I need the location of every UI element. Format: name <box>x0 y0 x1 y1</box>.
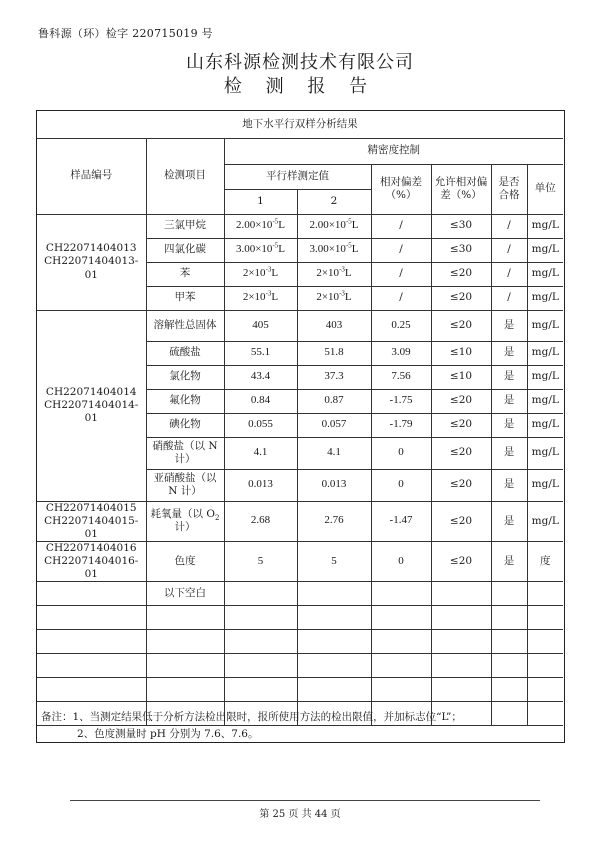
allowed-dev: ≤20 <box>431 262 491 286</box>
item-name: 硝酸盐（以 N 计） <box>146 437 224 469</box>
item-name: 亚硝酸盐（以 N 计） <box>146 469 224 501</box>
value-2: 4.1 <box>297 437 371 469</box>
item-name: 苯 <box>146 262 224 286</box>
table-row <box>37 310 563 341</box>
value-1: 2.68 <box>224 501 297 541</box>
unit: mg/L <box>527 413 563 437</box>
value-1: $3.00\times 10^{-5}L$ <box>224 238 297 262</box>
allowed-dev: ≤30 <box>431 238 491 262</box>
unit: mg/L <box>527 365 563 389</box>
header-pass: 是否合格 <box>491 164 527 214</box>
pass-flag: 是 <box>491 389 527 413</box>
allowed-dev: ≤20 <box>431 310 491 341</box>
blank-note: 以下空白 <box>146 582 224 606</box>
item-name: 甲苯 <box>146 286 224 310</box>
item-name: 四氯化碳 <box>146 238 224 262</box>
value-1: $2.00\times 10^{-5}L$ <box>224 214 297 238</box>
value-2: $2\times 10^{-3}L$ <box>297 262 371 286</box>
table-row <box>37 501 563 541</box>
header-unit: 单位 <box>527 164 563 214</box>
value-2: $3.00\times 10^{-5}L$ <box>297 238 371 262</box>
table-row <box>37 678 563 702</box>
value-2: 2.76 <box>297 501 371 541</box>
remark-line-2: 2、色度测量时 pH 分别为 7.6、7.6。 <box>77 728 259 740</box>
table-title: 地下水平行双样分析结果 <box>37 111 563 138</box>
rel-dev: / <box>371 262 431 286</box>
company-name: 山东科源检测技术有限公司 <box>186 52 414 73</box>
value-2: 0.057 <box>297 413 371 437</box>
value-1: 4.1 <box>224 437 297 469</box>
header-col2: 2 <box>297 189 371 214</box>
item-name: 氟化物 <box>146 389 224 413</box>
rel-dev: 3.09 <box>371 341 431 365</box>
pass-flag: 是 <box>491 341 527 365</box>
sample-id: CH22071404014-01 <box>44 398 139 425</box>
item-name: 溶解性总固体 <box>146 310 224 341</box>
rel-dev: -1.79 <box>371 413 431 437</box>
rel-dev: 0.25 <box>371 310 431 341</box>
sample-id: CH22071404013 <box>45 242 137 255</box>
value-2: 0.87 <box>297 389 371 413</box>
rel-dev: 0 <box>371 541 431 581</box>
value-2: 5 <box>297 541 371 581</box>
pass-flag: / <box>491 262 527 286</box>
rel-dev: / <box>371 214 431 238</box>
allowed-dev: ≤10 <box>431 365 491 389</box>
sample-id: CH22071404015 <box>45 501 137 514</box>
table-row <box>37 606 563 630</box>
header-precision: 精密度控制 <box>224 138 563 164</box>
header-item: 检测项目 <box>146 138 224 214</box>
item-name: 色度 <box>146 541 224 581</box>
value-2: 0.013 <box>297 469 371 501</box>
value-1: 405 <box>224 310 297 341</box>
table-row <box>37 630 563 654</box>
pass-flag: 是 <box>491 413 527 437</box>
value-2: 37.3 <box>297 365 371 389</box>
pass-flag: / <box>491 214 527 238</box>
page-number: 第 25 页 共 44 页 <box>259 809 341 820</box>
allowed-dev: ≤20 <box>431 437 491 469</box>
value-2: $2.00\times 10^{-5}L$ <box>297 214 371 238</box>
remark-line-1: 备注：1、当测定结果低于分析方法检出限时，报所使用方法的检出限值，并加标志位“L”； <box>41 711 462 723</box>
pass-flag: / <box>491 286 527 310</box>
item-name: 三氯甲烷 <box>146 214 224 238</box>
pass-flag: 是 <box>491 365 527 389</box>
unit: mg/L <box>527 437 563 469</box>
sample-id: CH22071404016-01 <box>44 555 139 581</box>
value-1: 0.013 <box>224 469 297 501</box>
sample-id-cell <box>37 501 146 541</box>
value-1: 0.055 <box>224 413 297 437</box>
unit: mg/L <box>527 310 563 341</box>
value-1: $2\times 10^{-3}L$ <box>224 262 297 286</box>
unit: mg/L <box>527 341 563 365</box>
rel-dev: 0 <box>371 437 431 469</box>
pass-flag: 是 <box>491 437 527 469</box>
header-sample-id: 样品编号 <box>37 138 146 214</box>
allowed-dev: ≤20 <box>431 501 491 541</box>
unit: mg/L <box>527 214 563 238</box>
allowed-dev: ≤10 <box>431 341 491 365</box>
value-1: 43.4 <box>224 365 297 389</box>
value-2: 51.8 <box>297 341 371 365</box>
unit: mg/L <box>527 469 563 501</box>
report-title: 检 测 报 告 <box>223 76 377 97</box>
rel-dev: / <box>371 238 431 262</box>
table-row <box>37 541 563 581</box>
item-name: 耗氧量（以 $O_2$计） <box>146 501 224 541</box>
rel-dev: -1.47 <box>371 501 431 541</box>
sample-id-cell <box>37 541 146 581</box>
sample-id: CH22071404014 <box>45 385 137 398</box>
unit: 度 <box>527 541 563 581</box>
allowed-dev: ≤20 <box>431 413 491 437</box>
rel-dev: 0 <box>371 469 431 501</box>
unit: mg/L <box>527 286 563 310</box>
rel-dev: -1.75 <box>371 389 431 413</box>
value-1: $2\times 10^{-3}L$ <box>224 286 297 310</box>
table-row <box>37 654 563 678</box>
footer-divider <box>70 800 540 801</box>
value-1: 55.1 <box>224 341 297 365</box>
sample-id: CH22071404015-01 <box>44 514 139 540</box>
pass-flag: 是 <box>491 541 527 581</box>
pass-flag: / <box>491 238 527 262</box>
parallel-sample-table <box>37 111 563 726</box>
value-2: $2\times 10^{-3}L$ <box>297 286 371 310</box>
pass-flag: 是 <box>491 469 527 501</box>
allowed-dev: ≤20 <box>431 389 491 413</box>
header-parallel: 平行样测定值 <box>224 164 371 189</box>
rel-dev: 7.56 <box>371 365 431 389</box>
header-rel-dev: 相对偏差（%） <box>371 164 431 214</box>
allowed-dev: ≤30 <box>431 214 491 238</box>
allowed-dev: ≤20 <box>431 469 491 501</box>
sample-id: CH22071404013-01 <box>44 255 139 281</box>
document-number: 鲁科源（环）检字 220715019 号 <box>38 27 213 40</box>
unit: mg/L <box>527 389 563 413</box>
table-row <box>37 582 563 606</box>
header-allowed: 允许相对偏差（%） <box>431 164 491 214</box>
results-frame <box>36 110 565 743</box>
item-name: 硫酸盐 <box>146 341 224 365</box>
allowed-dev: ≤20 <box>431 286 491 310</box>
allowed-dev: ≤20 <box>431 541 491 581</box>
item-name: 碘化物 <box>146 413 224 437</box>
unit: mg/L <box>527 262 563 286</box>
sample-id-cell <box>37 214 146 310</box>
sample-id-cell <box>37 310 146 501</box>
value-2: 403 <box>297 310 371 341</box>
rel-dev: / <box>371 286 431 310</box>
unit: mg/L <box>527 501 563 541</box>
pass-flag: 是 <box>491 310 527 341</box>
table-row <box>37 214 563 238</box>
value-1: 0.84 <box>224 389 297 413</box>
remarks <box>37 709 563 743</box>
item-name: 氯化物 <box>146 365 224 389</box>
header-col1: 1 <box>224 189 297 214</box>
unit: mg/L <box>527 238 563 262</box>
value-1: 5 <box>224 541 297 581</box>
pass-flag: 是 <box>491 501 527 541</box>
sample-id: CH22071404016 <box>45 541 137 554</box>
